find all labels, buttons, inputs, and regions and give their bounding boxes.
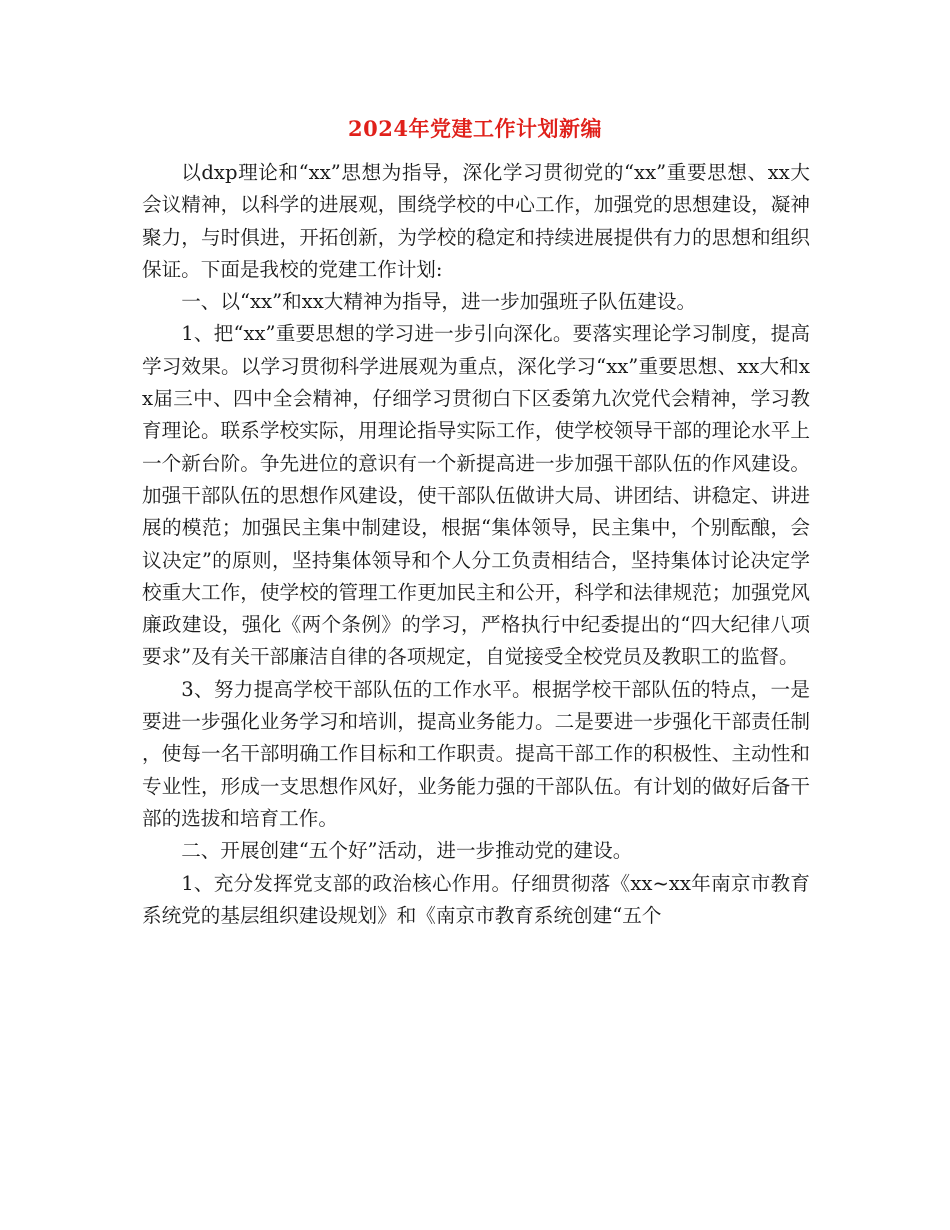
paragraph-item-1-3: 3、努力提高学校干部队伍的工作水平。根据学校干部队伍的特点，一是要进一步强化业务学习和培训，提高业务能力。二是要进一步强化干部责任制，使每一名干部明确工作目标和工作职责。提高干部工作的积极性、主动性和专业性，形成一支思想作风好，业务能力强的干部队伍。有计划的做好后备干部的选拔和培育工作。 [142,677,810,830]
paragraph-intro: 以dxp理论和“xx”思想为指导，深化学习贯彻党的“xx”重要思想、xx大会议精神，以科学的进展观，围绕学校的中心工作，加强党的思想建设，凝神聚力，与时俱进，开拓创新，为学校的稳定和持续进展提供有力的思想和组织保证。下面是我校的党建工作计划: [142,161,810,281]
paragraph-item-2-1: 1、充分发挥党支部的政治核心作用。仔细贯彻落《xx~xx年南京市教育系统党的基层组织建设规划》和《南京市教育系统创建“五个 [142,871,810,927]
paragraph-section-1-heading: 一、以“xx”和xx大精神为指导，进一步加强班子队伍建设。 [181,290,697,314]
paragraph-item-1-1: 1、把“xx”重要思想的学习进一步引向深化。要落实理论学习制度，提高学习效果。以学习贯彻科学进展观为重点，深化学习“xx”重要思想、xx大和xx届三中、四中全会精神，仔细学习贯彻白下区委第九次党代会精神，学习教育理论。联系学校实际，用理论指导实际工作，使学校领导干部的理论水平上一个新台阶。争先进位的意识有一个新提高进一步加强干部队伍的作风建设。加强干部队伍的思想作风建设，使干部队伍做讲大局、讲团结、讲稳定、讲进展的模范；加强民主集中制建设，根据“集体领导，民主集中，个别酝酿，会议决定”的原则，坚持集体领导和个人分工负责相结合，坚持集体讨论决定学校重大工作，使学校的管理工作更加民主和公开，科学和法律规范；加强党风廉政建设，强化《两个条例》的学习，严格执行中纪委提出的“四大纪律八项要求”及有关干部廉洁自律的各项规定，自觉接受全校党员及教职工的监督。 [142,322,810,669]
document-title: 2024年党建工作计划新编 [348,116,602,141]
document-body [142,157,810,932]
paragraph-section-2-heading: 二、开展创建“五个好”活动，进一步推动党的建设。 [181,839,633,863]
